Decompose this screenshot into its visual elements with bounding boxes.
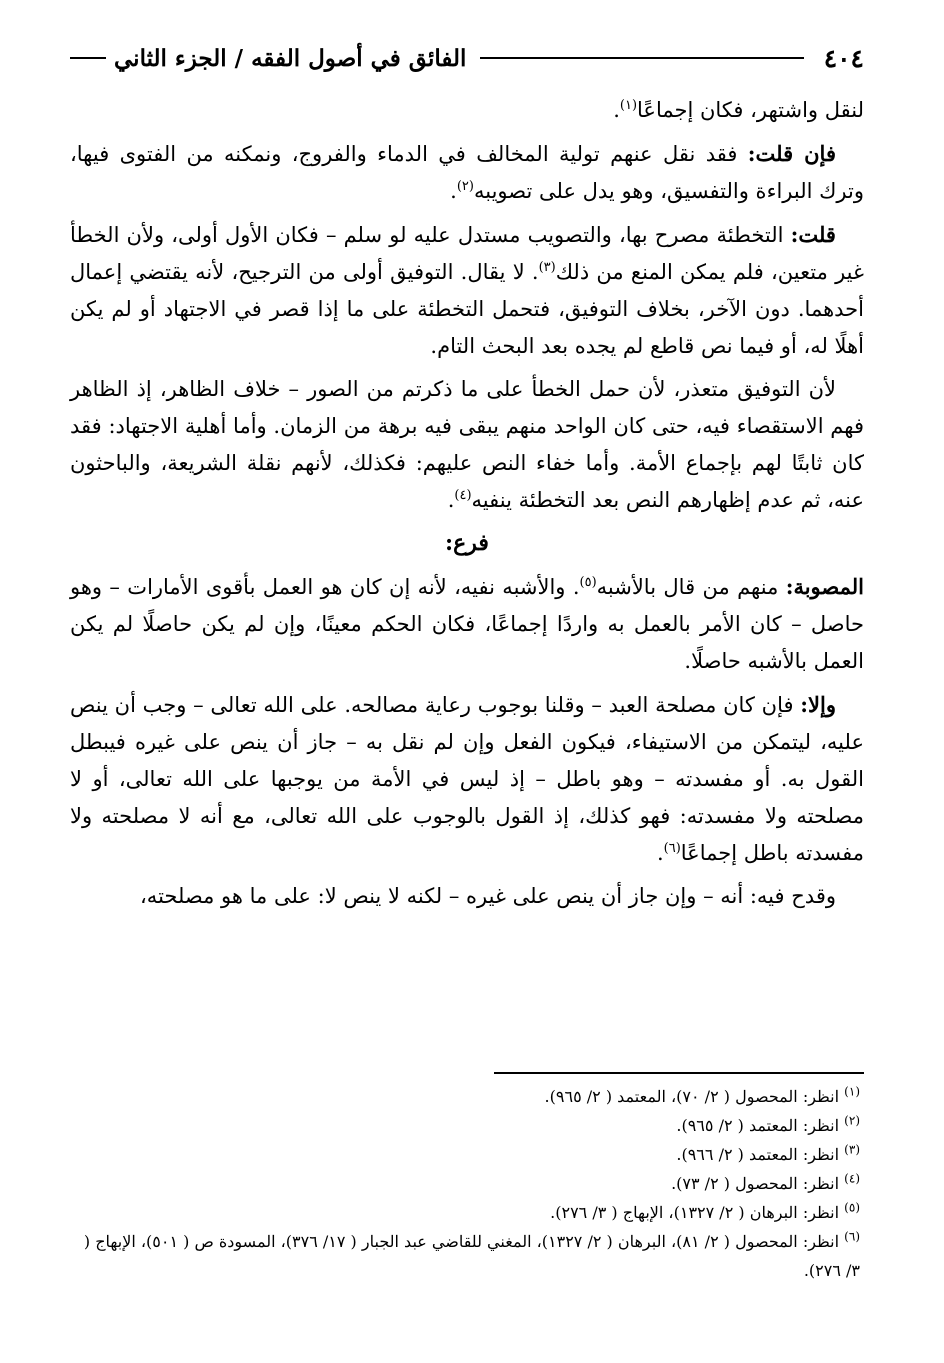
footnote-rule [494,1072,864,1074]
section-heading: فرع: [445,530,489,556]
book-page [70,30,864,1330]
main-text [70,92,864,921]
paragraph [70,135,864,210]
footnote [70,1111,864,1140]
paragraph-end: . [656,841,664,865]
page-number: ٤٠٤ [823,43,864,73]
paragraph [70,216,864,365]
footnote-ref: (٤) [454,488,472,503]
footnote [70,1169,864,1198]
paragraph-text: فقد نقل عنهم تولية المخالف في الدماء والفروج، ونمكنه من الفتوى فيها، وترك البراءة والتفسيق، وهو يدل على تصويبه [70,142,864,203]
paragraph-lead: فإن قلت: [747,141,836,166]
footnote-ref: (٦) [663,841,681,856]
paragraph-end: . [447,488,455,512]
footnote-text: انظر: المحصول ( ٢/ ٧٠)، المعتمد ( ٢/ ٩٦٥). [544,1087,840,1106]
header-rule [480,57,803,59]
paragraph [70,92,864,129]
footnote-ref: (٢) [456,179,474,194]
paragraph-end: . [613,98,620,122]
paragraph-text: . لا يقال. التوفيق أولى من الترجيح، لأنه يقتضي إعمال أحدهما. دون الآخر، بخلاف التوفيق، فتحمل التخطئة على ما إذا قصر في الاجتهاد أو لم يكن أهلًا له، أو فيما نص قاطع لم يجده بعد البحث التام. [70,260,864,358]
footnote-number: (١) [844,1084,860,1099]
paragraph-lead: قلت: [790,222,836,247]
footnotes [70,1072,864,1285]
footnote-ref: (٥) [579,575,597,590]
header-rule-short [70,57,106,59]
footnote-text: انظر: المحصول ( ٢/ ٧٣). [671,1174,840,1193]
footnote-text: انظر: المعتمد ( ٢/ ٩٦٦). [676,1145,840,1164]
paragraph-text: لأن التوفيق متعذر، لأن حمل الخطأ على ما ذكرتم من الصور – خلاف الظاهر، إذ الظاهر فهم الاستقصاء فيه، حتى كان الواحد منهم يبقى فيه برهة من الزمان. وأما أهلية الاجتهاد: فقد كان ثابتًا لهم بإجماع الأمة. وأما خفاء النص عليهم: فكذلك، لأنهم نقلة الشريعة، والباحثون عنه، ثم عدم إظهارهم النص بعد التخطئة ينفيه [70,377,864,512]
footnote [70,1140,864,1169]
paragraph-text: . والأشبه نفيه، لأنه إن كان هو العمل بأقوى الأمارات – وهو حاصل – كان الأمر بالعمل به واردًا إجماعًا، فكان الحكم معينًا، وإن لم يكن حاصلًا لم يكن العمل بالأشبه حاصلًا. [70,575,864,673]
running-title: الفائق في أصول الفقه / الجزء الثاني [114,44,467,72]
footnote [70,1082,864,1111]
footnote-number: (٦) [844,1229,860,1244]
paragraph [70,371,864,519]
footnote-text: انظر: البرهان ( ٢/ ١٣٢٧)، الإبهاج ( ٣/ ٢٧٦). [550,1203,840,1222]
paragraph [70,878,864,915]
footnote [70,1227,864,1285]
paragraph-text: وقدح فيه: أنه – وإن جاز أن ينص على غيره – لكنه لا ينص لا: على ما هو مصلحته، [140,884,836,908]
footnote-number: (٣) [844,1142,860,1157]
paragraph-text: منهم من قال بالأشبه [596,575,779,599]
paragraph-text: فإن كان مصلحة العبد – وقلنا بوجوب رعاية مصالحه. على الله تعالى – وجب أن ينص عليه، ليتمكن من الاستيفاء، فيكون الفعل وإن لم نقل به – جاز أن ينص على غيره فيبطل القول به. أو مفسدته – وهو باطل – إذ ليس في الأمة من يوجبها على الله تعالى، أو لا مصلحته ولا مفسدته: فهو كذلك، إذ القول بالوجوب على الله تعالى، مع أنه لا مصلحته ولا مفسدته باطل إجماعًا [70,693,864,865]
footnote-text: انظر: المحصول ( ٢/ ٨١)، البرهان ( ٢/ ١٣٢٧)، المغني للقاضي عبد الجبار ( ١٧/ ٣٧٦)، المسودة ص ( ٥٠١)، الإبهاج ( ٣/ ٢٧٦). [83,1232,860,1280]
footnote-number: (٢) [844,1113,860,1128]
footnote-number: (٥) [844,1200,860,1215]
footnote [70,1198,864,1227]
paragraph-text: التخطئة مصرح بها، والتصويب مستدل عليه لو سلم – فكان الأول أولى، ولأن الخطأ غير متعين، فلم يمكن المنع من ذلك [70,223,864,284]
paragraph-end: . [450,179,457,203]
paragraph-lead: وإلا: [800,692,836,717]
paragraph [70,568,864,680]
page-header [70,30,864,86]
paragraph-text: لنقل واشتهر، فكان إجماعًا [637,98,864,122]
footnote-ref: (٣) [538,260,556,275]
paragraph [70,686,864,872]
paragraph-lead: المصوبة: [785,574,864,599]
footnote-number: (٤) [844,1171,860,1186]
footnote-text: انظر: المعتمد ( ٢/ ٩٦٥). [676,1116,840,1135]
footnote-ref: (١) [619,98,638,113]
